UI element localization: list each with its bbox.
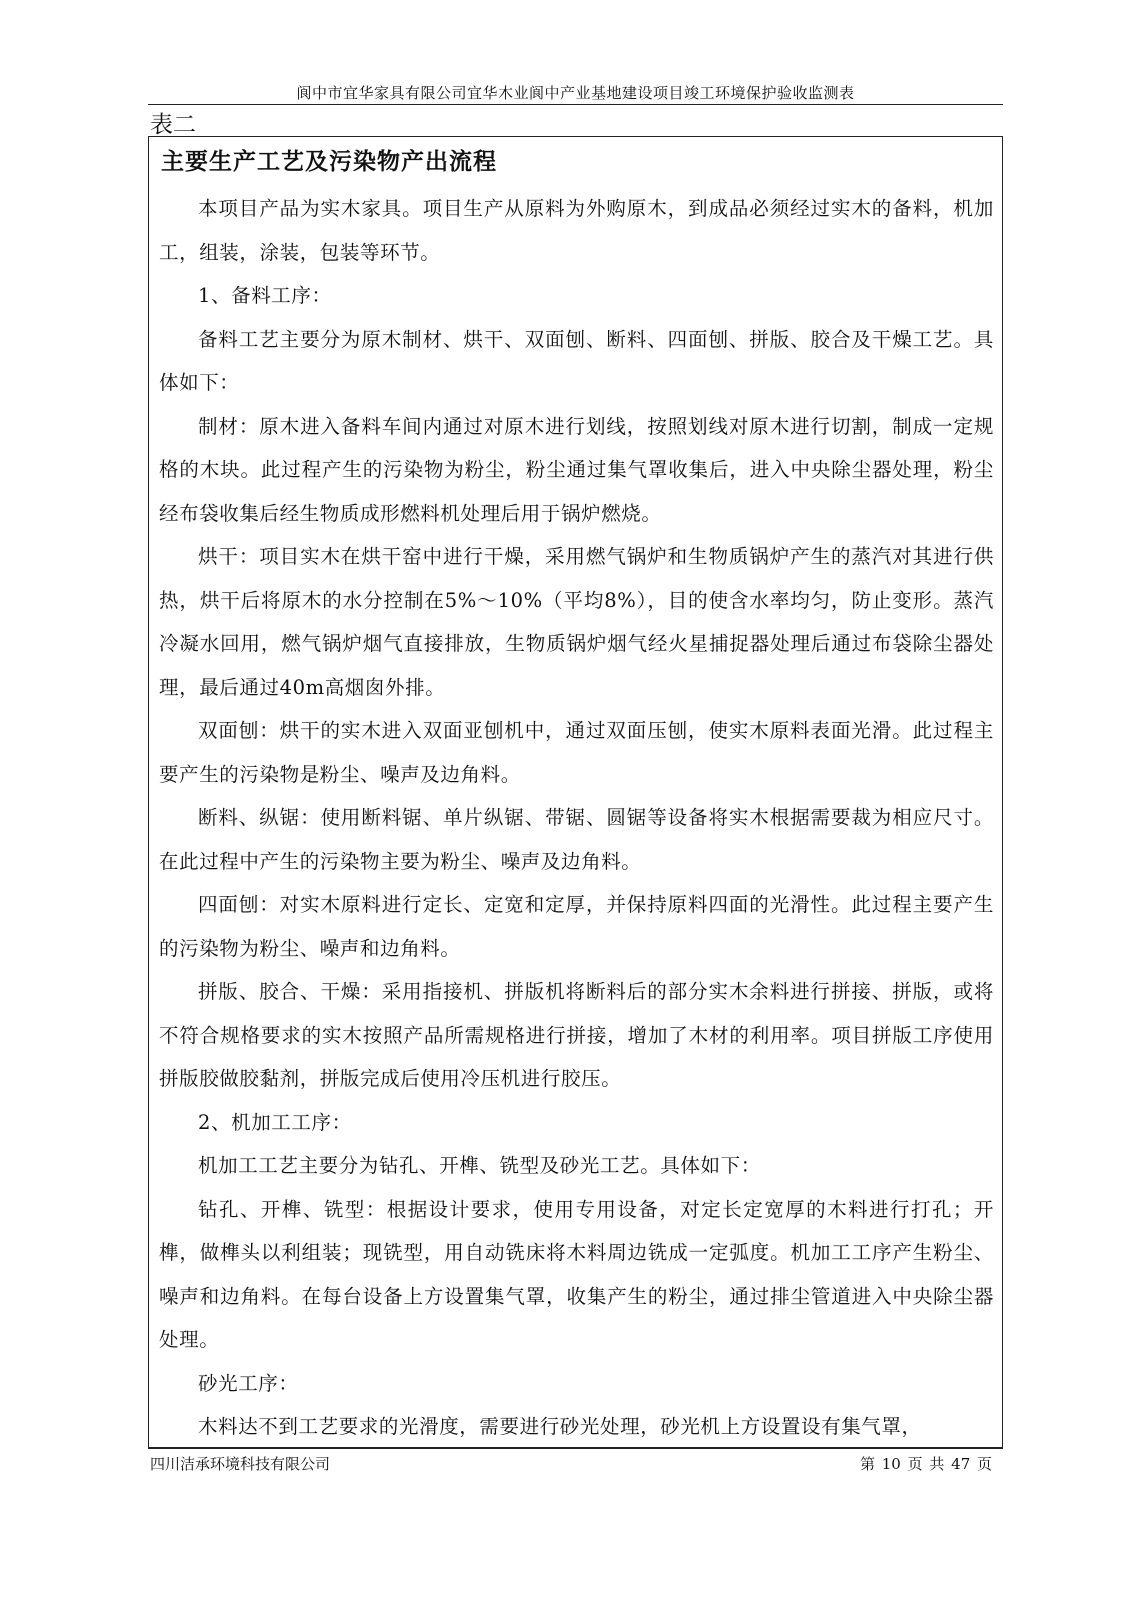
paragraph: 1、备料工序：	[198, 284, 332, 307]
header-divider	[148, 104, 1003, 105]
paragraph: 拼版、胶合、干燥：采用指接机、拼版机将断料后的部分实木余料进行拼接、拼版，或将不符合规格要求的实木按照产品所需规格进行拼接，增加了木材的利用率。项目拼版工序使用拼版胶做胶黏剂，拼版完成后使用冷压机进行胶压。	[159, 980, 994, 1090]
footer-company: 四川洁承环境科技有限公司	[150, 1455, 331, 1473]
paragraph: 四面刨：对实木原料进行定长、定宽和定厚，并保持原料四面的光滑性。此过程主要产生的污染物为粉尘、噪声和边角料。	[159, 893, 994, 960]
page-header-title: 阆中市宜华家具有限公司宜华木业阆中产业基地建设项目竣工环境保护验收监测表	[296, 84, 855, 102]
paragraph: 双面刨：烘干的实木进入双面亚刨机中，通过双面压刨，使实木原料表面光滑。此过程主要产生的污染物是粉尘、噪声及边角料。	[159, 719, 994, 786]
paragraph: 备料工艺主要分为原木制材、烘干、双面刨、断料、四面刨、拼版、胶合及干燥工艺。具体如下：	[159, 327, 994, 394]
footer-divider	[148, 1448, 1003, 1449]
paragraph: 烘干：项目实木在烘干窑中进行干燥，采用燃气锅炉和生物质锅炉产生的蒸汽对其进行供热，烘干后将原木的水分控制在5%～10%（平均8%），目的使含水率均匀，防止变形。蒸汽冷凝水回用，燃气锅炉烟气直接排放，生物质锅炉烟气经火星捕捉器处理后通过布袋除尘器处理，最后通过40m高烟囱外排。	[159, 545, 994, 699]
section-title: 主要生产工艺及污染物产出流程	[161, 148, 497, 175]
paragraph: 断料、纵锯：使用断料锯、单片纵锯、带锯、圆锯等设备将实木根据需要裁为相应尺寸。在此过程中产生的污染物主要为粉尘、噪声及边角料。	[159, 806, 994, 873]
paragraph: 制材：原木进入备料车间内通过对原木进行划线，按照划线对原木进行切割，制成一定规格的木块。此过程产生的污染物为粉尘，粉尘通过集气罩收集后，进入中央除尘器处理，粉尘经布袋收集后经生物质成形燃料机处理后用于锅炉燃烧。	[159, 414, 994, 525]
footer-page-number: 第 10 页 共 47 页	[860, 1455, 993, 1473]
paragraph: 钻孔、开榫、铣型：根据设计要求，使用专用设备，对定长定宽厚的木料进行打孔；开榫，做榫头以利组装；现铣型，用自动铣床将木料周边铣成一定弧度。机加工工序产生粉尘、噪声和边角料。在每台设备上方设置集气罩，收集产生的粉尘，通过排尘管道进入中央除尘器处理。	[159, 1197, 994, 1351]
paragraph: 砂光工序：	[198, 1371, 299, 1395]
paragraph: 机加工工艺主要分为钻孔、开榫、铣型及砂光工艺。具体如下：	[198, 1154, 761, 1177]
content-table-cell	[148, 136, 1003, 1448]
body-text	[159, 187, 994, 1448]
paragraph: 木料达不到工艺要求的光滑度，需要进行砂光处理，砂光机上方设置设有集气罩，	[198, 1415, 922, 1438]
table-label: 表二	[150, 112, 196, 138]
paragraph: 本项目产品为实木家具。项目生产从原料为外购原木，到成品必须经过实木的备料，机加工，组装，涂装，包装等环节。	[159, 197, 994, 264]
paragraph: 2、机加工工序：	[198, 1110, 352, 1134]
